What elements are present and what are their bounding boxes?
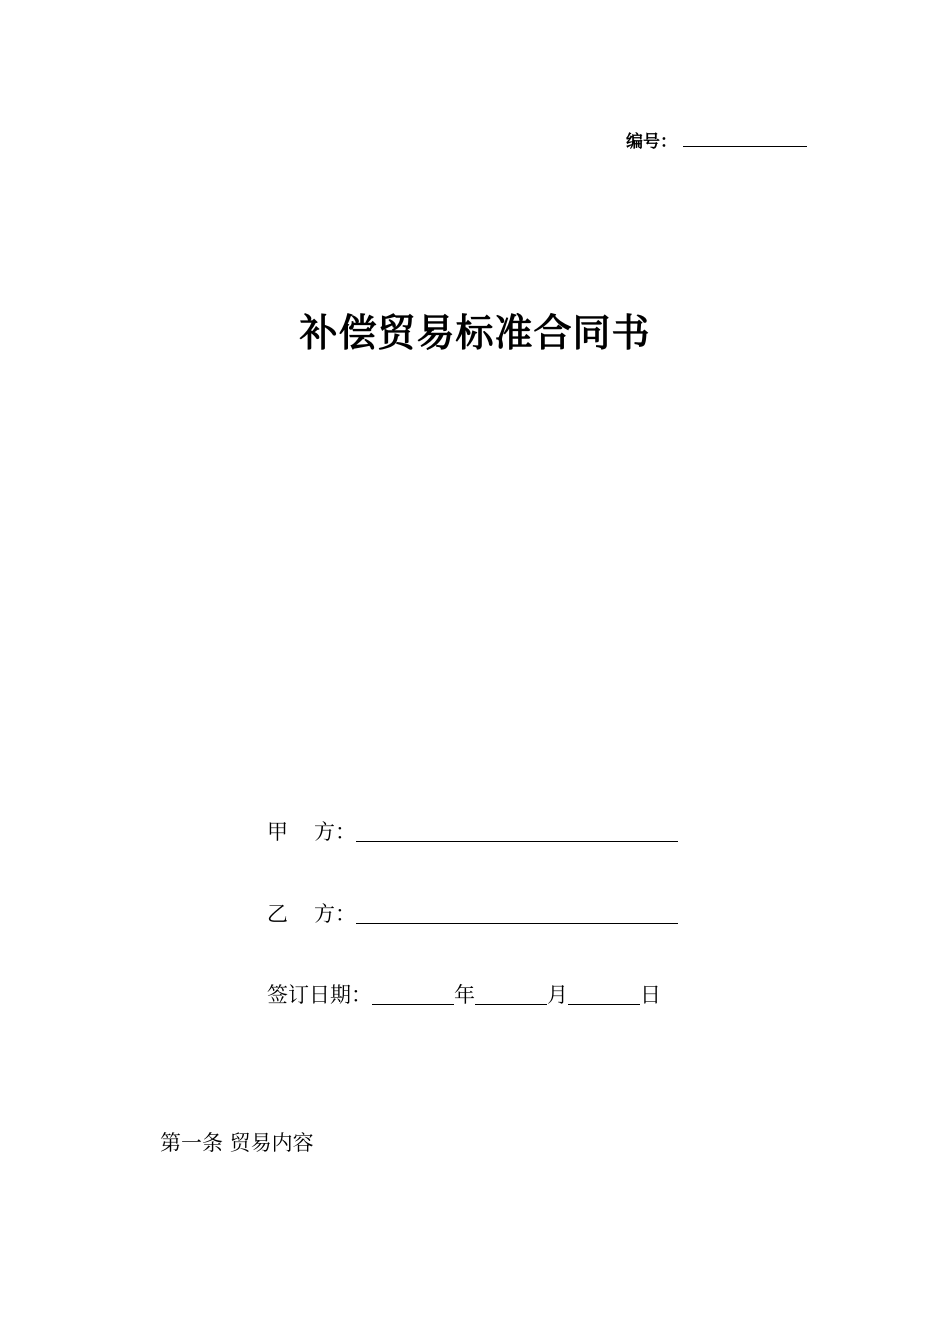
year-blank[interactable] [372, 1003, 454, 1005]
document-number-label: 编号： [626, 132, 677, 152]
party-b-row [267, 894, 678, 928]
party-a-label-suffix: 方： [314, 820, 356, 844]
day-label: 日 [640, 983, 661, 1007]
month-label: 月 [547, 983, 568, 1007]
sign-date-row [267, 975, 661, 1009]
year-label: 年 [454, 983, 475, 1007]
party-a-row [267, 812, 678, 846]
day-blank[interactable] [568, 1003, 640, 1005]
party-b-blank[interactable] [356, 922, 678, 924]
sign-date-label: 签订日期： [267, 983, 372, 1007]
party-a-blank[interactable] [356, 840, 678, 842]
document-number-row [626, 124, 807, 152]
article-heading: 第一条 贸易内容 [160, 1131, 314, 1155]
month-blank[interactable] [475, 1003, 547, 1005]
party-b-label-char: 乙 [267, 902, 288, 926]
party-a-label-char: 甲 [267, 820, 288, 844]
party-b-label-suffix: 方： [314, 902, 356, 926]
document-title: 补偿贸易标准合同书 [299, 310, 651, 355]
document-number-blank[interactable] [683, 145, 807, 147]
